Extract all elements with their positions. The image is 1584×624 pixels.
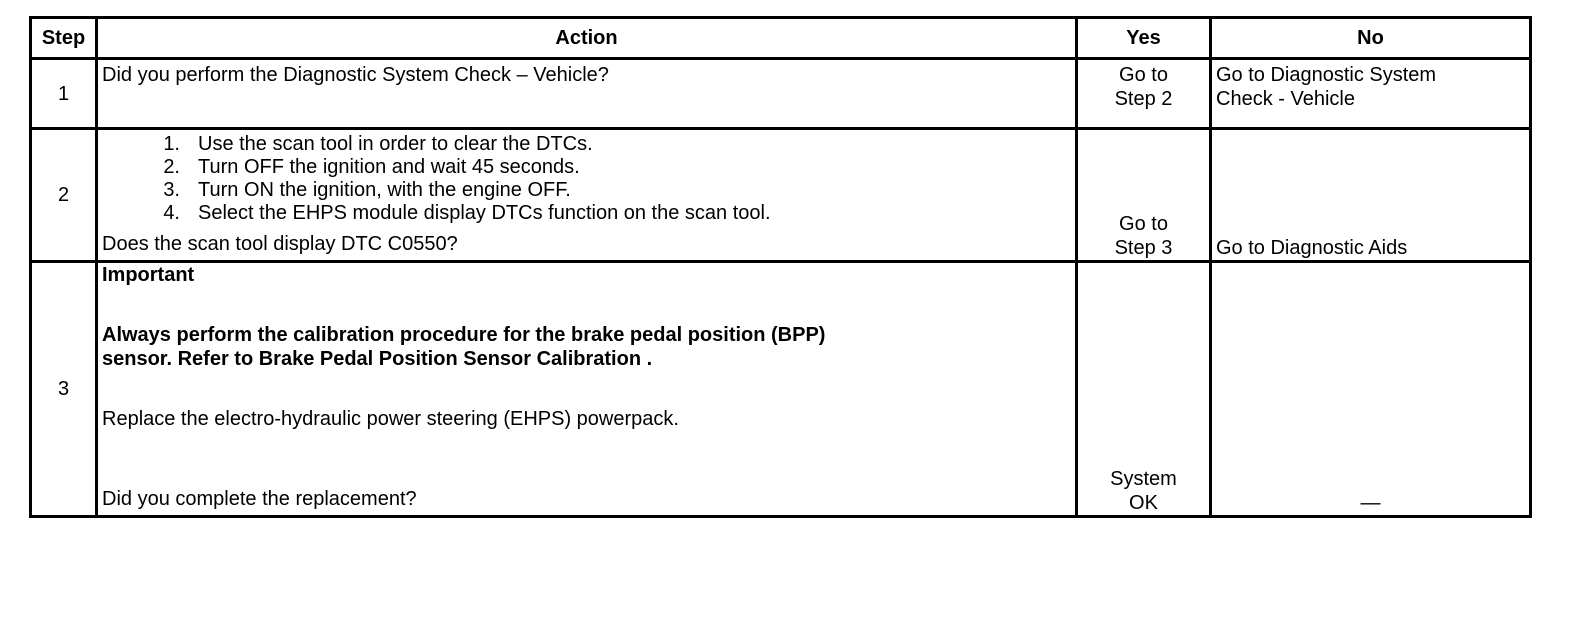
yes-line: Step 2: [1114, 88, 1173, 110]
header-yes: Yes: [1077, 18, 1211, 59]
action-cell: [97, 59, 1077, 129]
action-question: Did you perform the Diagnostic System Check – Vehicle?: [102, 64, 609, 86]
yes-line: Step 3: [1114, 237, 1173, 259]
yes-cell: [1077, 129, 1211, 262]
table-row-step-3: [31, 262, 1531, 517]
yes-line: OK: [1129, 492, 1158, 514]
step-number: 3: [31, 262, 97, 517]
yes-line: Go to: [1119, 64, 1168, 86]
yes-line: Go to: [1119, 213, 1168, 235]
no-dash: —: [1360, 492, 1381, 514]
important-note-line: Always perform the calibration procedure for the brake pedal position (BPP): [102, 324, 826, 346]
yes-line: System: [1110, 468, 1177, 490]
important-label: Important: [102, 264, 195, 286]
yes-cell: [1077, 59, 1211, 129]
important-note-line: sensor. Refer to Brake Pedal Position Sensor Calibration .: [102, 348, 653, 370]
step-number: 2: [31, 129, 97, 262]
header-row: [31, 18, 1531, 59]
header-action: Action: [97, 18, 1077, 59]
header-no: No: [1211, 18, 1531, 59]
list-item: 4. Select the EHPS module display DTCs function on the scan tool.: [163, 202, 771, 224]
step-number: 1: [31, 59, 97, 129]
no-cell: [1211, 59, 1531, 129]
yes-cell: [1077, 262, 1211, 517]
table-row-step-1: [31, 59, 1531, 129]
no-line: Go to Diagnostic Aids: [1216, 237, 1408, 259]
substep-list: [102, 133, 1071, 225]
diagnostic-table: [29, 16, 1532, 518]
no-cell: [1211, 262, 1531, 517]
no-line: Go to Diagnostic System: [1216, 64, 1437, 86]
no-cell: [1211, 129, 1531, 262]
header-step: Step: [31, 18, 97, 59]
table-row-step-2: [31, 129, 1531, 262]
action-question: Does the scan tool display DTC C0550?: [102, 233, 458, 255]
list-item: 3. Turn ON the ignition, with the engine OFF.: [163, 179, 571, 201]
action-cell: [97, 129, 1077, 262]
list-item: 1. Use the scan tool in order to clear the DTCs.: [163, 133, 593, 155]
action-instruction: Replace the electro-hydraulic power steering (EHPS) powerpack.: [102, 408, 679, 430]
list-item: 2. Turn OFF the ignition and wait 45 seconds.: [163, 156, 580, 178]
action-cell: [97, 262, 1077, 517]
no-line: Check - Vehicle: [1216, 88, 1355, 110]
action-question: Did you complete the replacement?: [102, 488, 417, 510]
